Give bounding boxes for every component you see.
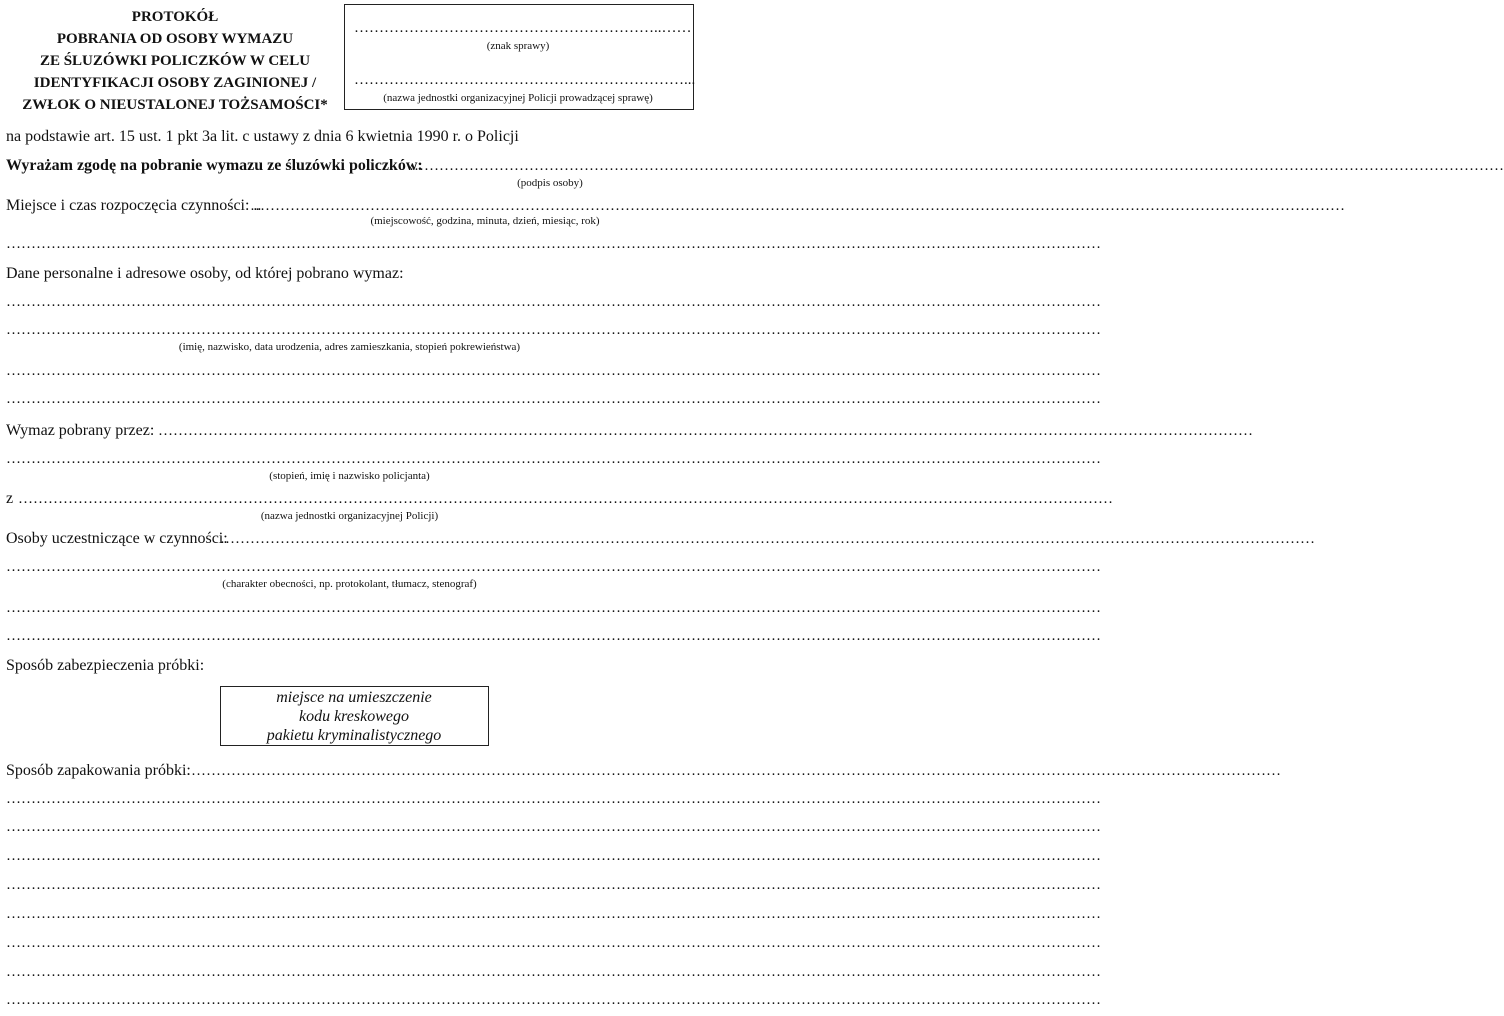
place-time-label: Miejsce i czas rozpoczęcia czynności: .. bbox=[6, 197, 262, 214]
participants-field-line2[interactable]: ………………………………………………………………………………………………………………………………………………………………………………………………… bbox=[6, 559, 1101, 575]
unit-name-caption: (nazwa jednostki organizacyjnej Policji prowadzącej sprawę) bbox=[383, 92, 653, 104]
place-time-caption: (miejscowość, godzina, minuta, dzień, miesiąc, rok) bbox=[370, 215, 600, 227]
collected-by-caption: (stopień, imię i nazwisko policjanta) bbox=[269, 470, 430, 482]
packaging-field-line4[interactable]: ………………………………………………………………………………………………………………………………………………………………………………………………… bbox=[6, 848, 1101, 864]
collected-by-field[interactable]: ………………………………………………………………………………………………………………………………………………………………………………………………… bbox=[158, 423, 1253, 439]
title-line: POBRANIA OD OSOBY WYMAZU bbox=[56, 31, 294, 47]
personal-data-line2[interactable]: ………………………………………………………………………………………………………………………………………………………………………………………………… bbox=[6, 322, 1101, 338]
document-title bbox=[8, 6, 342, 116]
packaging-field-line2[interactable]: ………………………………………………………………………………………………………………………………………………………………………………………………… bbox=[6, 791, 1101, 807]
securing-label: Sposób zabezpieczenia próbki: bbox=[6, 657, 205, 674]
personal-data-line4[interactable]: ………………………………………………………………………………………………………………………………………………………………………………………………… bbox=[6, 391, 1101, 407]
barcode-line: pakietu kryminalistycznego bbox=[266, 727, 442, 744]
place-time-field-line2[interactable]: ………………………………………………………………………………………………………………………………………………………………………………………………… bbox=[6, 236, 1101, 252]
packaging-label: Sposób zapakowania próbki: bbox=[6, 762, 191, 779]
unit-from-caption: (nazwa jednostki organizacyjnej Policji) bbox=[260, 510, 439, 522]
participants-field-line3[interactable]: ………………………………………………………………………………………………………………………………………………………………………………………………… bbox=[6, 600, 1101, 616]
packaging-field-line6[interactable]: ………………………………………………………………………………………………………………………………………………………………………………………………… bbox=[6, 906, 1101, 922]
title-line: PROTOKÓŁ bbox=[131, 9, 219, 25]
consent-label: Wyrażam zgodę na pobranie wymazu ze śluzówki policzków: bbox=[6, 157, 423, 174]
participants-field-line4[interactable]: ………………………………………………………………………………………………………………………………………………………………………………………………… bbox=[6, 628, 1101, 644]
packaging-field-line5[interactable]: ………………………………………………………………………………………………………………………………………………………………………………………………… bbox=[6, 877, 1101, 893]
barcode-placeholder-text bbox=[220, 688, 488, 745]
personal-data-line3[interactable]: ………………………………………………………………………………………………………………………………………………………………………………………………… bbox=[6, 363, 1101, 379]
title-line: ZE ŚLUZÓWKI POLICZKÓW W CELU bbox=[39, 53, 311, 69]
title-line: ZWŁOK O NIEUSTALONEJ TOŻSAMOŚCI* bbox=[22, 97, 328, 113]
participants-label: Osoby uczestniczące w czynności: bbox=[6, 530, 228, 547]
barcode-line: kodu kreskowego bbox=[298, 708, 410, 725]
personal-data-caption: (imię, nazwisko, data urodzenia, adres zamieszkania, stopień pokrewieństwa) bbox=[178, 341, 521, 353]
unit-name-field[interactable]: …………………………………………………………... bbox=[354, 72, 696, 88]
collected-by-label: Wymaz pobrany przez: bbox=[6, 422, 155, 439]
unit-from-label: z bbox=[6, 490, 14, 507]
personal-data-label: Dane personalne i adresowe osoby, od której pobrano wymaz: bbox=[6, 265, 404, 282]
packaging-field-line9[interactable]: ………………………………………………………………………………………………………………………………………………………………………………………………… bbox=[6, 992, 1101, 1008]
participants-caption: (charakter obecności, np. protokolant, tłumacz, stenograf) bbox=[222, 578, 477, 590]
case-number-caption: (znak sprawy) bbox=[486, 40, 550, 52]
place-time-field[interactable]: ………………………………………………………………………………………………………………………………………………………………………………………………… bbox=[250, 198, 1345, 214]
legal-basis: na podstawie art. 15 ust. 1 pkt 3a lit. c ustawy z dnia 6 kwietnia 1990 r. o Policji bbox=[6, 128, 519, 145]
packaging-field-line3[interactable]: ………………………………………………………………………………………………………………………………………………………………………………………………… bbox=[6, 819, 1101, 835]
title-line: IDENTYFIKACJI OSOBY ZAGINIONEJ / bbox=[33, 75, 317, 91]
participants-field[interactable]: ………………………………………………………………………………………………………………………………………………………………………………………………… bbox=[220, 531, 1315, 547]
case-number-field[interactable]: ……………………………………………………..…… bbox=[354, 20, 692, 36]
personal-data-line1[interactable]: ………………………………………………………………………………………………………………………………………………………………………………………………… bbox=[6, 294, 1101, 310]
consent-signature-field[interactable]: ………………………………………………………………………………………………………………………………………………………………………………………………… bbox=[409, 158, 1504, 174]
packaging-field[interactable]: ………………………………………………………………………………………………………………………………………………………………………………………………… bbox=[186, 763, 1281, 779]
unit-from-field[interactable]: ………………………………………………………………………………………………………………………………………………………………………………………………… bbox=[18, 491, 1113, 507]
consent-caption: (podpis osoby) bbox=[517, 177, 583, 189]
barcode-line: miejsce na umieszczenie bbox=[276, 689, 432, 706]
collected-by-field-line2[interactable]: ………………………………………………………………………………………………………………………………………………………………………………………………… bbox=[6, 451, 1101, 467]
packaging-field-line7[interactable]: ………………………………………………………………………………………………………………………………………………………………………………………………… bbox=[6, 935, 1101, 951]
packaging-field-line8[interactable]: ………………………………………………………………………………………………………………………………………………………………………………………………… bbox=[6, 964, 1101, 980]
